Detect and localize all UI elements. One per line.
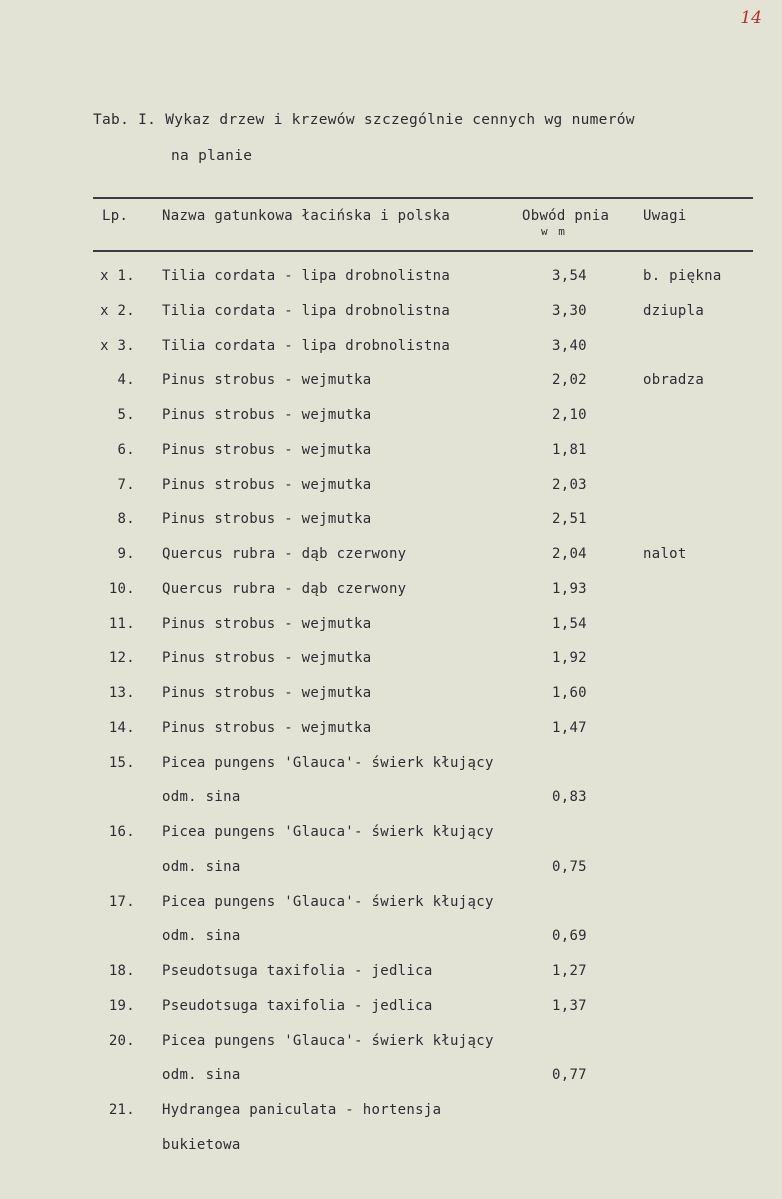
header-bottom-rule: [93, 250, 753, 252]
row-trunk-girth: 0,77: [552, 1067, 587, 1084]
table-row: [0, 894, 782, 924]
row-note: dziupla: [643, 302, 705, 319]
row-note: b. piękna: [643, 268, 722, 284]
table-row: [0, 477, 782, 507]
row-species-name: Pseudotsuga taxifolia - jedlica: [162, 963, 433, 979]
header-girth-unit: w m: [541, 225, 567, 238]
row-trunk-girth: 2,03: [552, 476, 587, 493]
table-row: [0, 372, 782, 402]
row-species-name: Pinus strobus - wejmutka: [162, 511, 372, 528]
row-species-name: Picea pungens 'Glauca'- świerk kłujący: [162, 824, 494, 840]
table-row: [0, 928, 782, 958]
header-notes: Uwagi: [643, 208, 687, 224]
table-row: [0, 1033, 782, 1063]
table-title-continuation: na planie: [171, 148, 253, 164]
row-lp: 19.: [108, 997, 135, 1014]
row-lp: 18.: [108, 963, 135, 979]
row-trunk-girth: 1,27: [552, 963, 587, 979]
row-trunk-girth: 2,04: [552, 546, 587, 562]
row-trunk-girth: 2,02: [552, 372, 587, 389]
row-trunk-girth: 1,37: [552, 997, 587, 1014]
row-species-name: Tilia cordata - lipa drobnolistna: [162, 302, 451, 319]
row-species-name: Tilia cordata - lipa drobnolistna: [162, 268, 451, 284]
row-species-name: Pinus strobus - wejmutka: [162, 650, 372, 667]
header-species-name: Nazwa gatunkowa łacińska i polska: [162, 208, 451, 224]
row-trunk-girth: 0,69: [552, 928, 587, 945]
row-lp: 7.: [117, 476, 135, 493]
row-species-name: odm. sina: [162, 789, 241, 806]
table-row: [0, 824, 782, 854]
table-row: [0, 511, 782, 541]
row-lp: 13.: [108, 685, 135, 701]
table-row: [0, 546, 782, 576]
row-lp: 6.: [117, 441, 135, 458]
row-lp: x 1.: [100, 268, 135, 284]
table-row: [0, 616, 782, 646]
table-row: [0, 1067, 782, 1097]
row-trunk-girth: 1,93: [552, 580, 587, 597]
table-row: [0, 859, 782, 889]
row-lp: 8.: [117, 511, 135, 528]
row-trunk-girth: 3,30: [552, 302, 587, 319]
row-lp: 5.: [117, 407, 135, 423]
row-species-name: bukietowa: [162, 1136, 241, 1153]
row-species-name: Quercus rubra - dąb czerwony: [162, 580, 407, 597]
row-species-name: Hydrangea paniculata - hortensja: [162, 1102, 442, 1118]
row-species-name: Pinus strobus - wejmutka: [162, 615, 372, 632]
row-lp: 15.: [108, 754, 135, 771]
table-row: [0, 407, 782, 437]
row-species-name: Picea pungens 'Glauca'- świerk kłujący: [162, 1032, 494, 1049]
row-trunk-girth: 3,40: [552, 337, 587, 354]
row-trunk-girth: 1,47: [552, 719, 587, 736]
row-trunk-girth: 3,54: [552, 268, 587, 284]
row-species-name: Pinus strobus - wejmutka: [162, 407, 372, 423]
table-row: [0, 1137, 782, 1167]
row-trunk-girth: 2,10: [552, 407, 587, 423]
row-species-name: odm. sina: [162, 858, 241, 875]
row-lp: x 2.: [100, 302, 135, 319]
table-row: [0, 581, 782, 611]
table-row: [0, 998, 782, 1028]
row-note: obradza: [643, 372, 705, 389]
table-row: [0, 963, 782, 993]
row-lp: 16.: [108, 824, 135, 840]
table-row: [0, 720, 782, 750]
row-lp: 9.: [117, 546, 135, 562]
row-lp: 12.: [108, 650, 135, 667]
row-species-name: Picea pungens 'Glauca'- świerk kłujący: [162, 754, 494, 771]
row-note: nalot: [643, 546, 687, 562]
table-row: [0, 755, 782, 785]
table-row: [0, 650, 782, 680]
row-lp: x 3.: [100, 337, 135, 354]
row-species-name: Tilia cordata - lipa drobnolistna: [162, 337, 451, 354]
row-trunk-girth: 1,92: [552, 650, 587, 667]
row-trunk-girth: 0,83: [552, 789, 587, 806]
row-species-name: Picea pungens 'Glauca'- świerk kłujący: [162, 893, 494, 910]
row-species-name: Pinus strobus - wejmutka: [162, 476, 372, 493]
table-row: [0, 303, 782, 333]
row-lp: 21.: [108, 1102, 135, 1118]
row-lp: 11.: [108, 615, 135, 632]
header-top-rule: [93, 197, 753, 199]
table-row: [0, 789, 782, 819]
table-row: [0, 685, 782, 715]
row-lp: 14.: [108, 719, 135, 736]
row-lp: 10.: [108, 580, 135, 597]
row-species-name: odm. sina: [162, 928, 241, 945]
row-lp: 17.: [108, 893, 135, 910]
table-row: [0, 1102, 782, 1132]
table-title: Tab. I. Wykaz drzew i krzewów szczególnie cennych wg numerów: [93, 112, 635, 128]
header-lp: Lp.: [102, 208, 129, 224]
row-trunk-girth: 0,75: [552, 858, 587, 875]
row-species-name: Pinus strobus - wejmutka: [162, 685, 372, 701]
row-trunk-girth: 1,81: [552, 441, 587, 458]
row-lp: 4.: [117, 372, 135, 389]
row-species-name: Pseudotsuga taxifolia - jedlica: [162, 997, 433, 1014]
table-row: [0, 442, 782, 472]
row-species-name: odm. sina: [162, 1067, 241, 1084]
page-number: 14: [740, 8, 762, 28]
row-trunk-girth: 1,60: [552, 685, 587, 701]
row-trunk-girth: 1,54: [552, 615, 587, 632]
row-species-name: Pinus strobus - wejmutka: [162, 441, 372, 458]
row-species-name: Quercus rubra - dąb czerwony: [162, 546, 407, 562]
table-row: [0, 268, 782, 298]
row-trunk-girth: 2,51: [552, 511, 587, 528]
row-species-name: Pinus strobus - wejmutka: [162, 719, 372, 736]
header-trunk-girth: Obwód pnia: [522, 208, 610, 224]
row-species-name: Pinus strobus - wejmutka: [162, 372, 372, 389]
table-row: [0, 338, 782, 368]
row-lp: 20.: [108, 1032, 135, 1049]
